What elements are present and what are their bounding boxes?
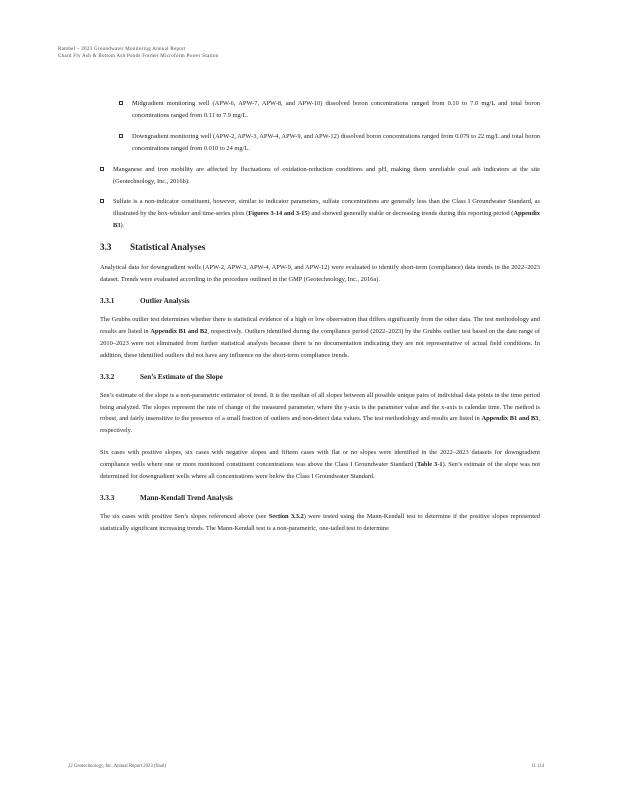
list-item-text-start: Sulfate is a non-indicator constituent, however, similar to indicator parameters, sulfate concentrations are generally less than the Class I Groundwater Standard, as illustrated by the box-whisker and time-series plots ( — [113, 198, 540, 218]
appendix-reference-link[interactable]: Appendix B1 and B3 — [481, 415, 539, 423]
square-bullet-icon — [119, 101, 123, 105]
section-title: Sen’s Estimate of the Slope — [140, 372, 223, 381]
list-item-text: Downgradient monitoring well (APW-2, APW-3, APW-4, APW-9, and APW-12) dissolved boron concentrations ranged from 0.079 to 22 mg/L and total boron concentrations ranged from 0.010 to 24 mg/L. — [132, 132, 540, 152]
list-item-text: Manganese and iron mobility are affected by fluctuations of oxidation-reduction conditions and pH, making them unreliable coal ash indicators at the site (Geotechnology, Inc., 2016b). — [113, 165, 540, 185]
square-bullet-icon — [100, 199, 104, 203]
paragraph — [100, 390, 540, 438]
footer-left-text: 22 Geotechnology, Inc. Annual Report 2023 (final) — [68, 764, 167, 769]
appendix-reference-link[interactable]: Appendix B3 — [113, 210, 540, 230]
list-item — [100, 196, 540, 232]
list-item — [119, 98, 540, 122]
paragraph — [100, 447, 540, 483]
list-item — [100, 164, 540, 188]
paragraph-text-end: ) were tested using the Mann-Kendall test to determine if the positive slopes represented statistically significant increasing trends. The Mann-Kendall test is a non-parametric, one-tailed test to determine — [100, 512, 541, 532]
appendix-reference-link[interactable]: Appendix B1 and B2 — [150, 327, 208, 335]
paragraph-text-end: ). Sen’s estimate of the slope was not determined for downgradient wells where all concentrations were below the Class I Groundwater Standard. — [100, 461, 541, 481]
paragraph — [100, 511, 540, 535]
paragraph-text-start: Sen’s estimate of the slope is a non-parametric estimator of trend. It is the median of all slopes between all possible unique pairs of individual data points in the time period being analyzed. The slopes represent the rate of change of the measured parameter, where the y-axis is the parameter value and the x-axis is calendar time. The method is robust, and fairly insensitive to the presence of a small fraction of outliers and non-detect data values. The test methodology and results are listed in — [100, 391, 540, 423]
paragraph: Analytical data for downgradient wells (APW-2, APW-3, APW-4, APW-9, and APW-12) were evaluated to identify short-term (compliance) data trends in the 2022–2023 dataset. Trends were evaluated according to the procedure outlined in the GMP (Geotechnology, Inc., 2016a). — [100, 264, 540, 284]
square-bullet-icon — [119, 134, 123, 138]
square-bullet-icon — [100, 167, 104, 171]
section-heading-3-3-3 — [100, 493, 540, 504]
page-footer — [68, 764, 544, 769]
paragraph-text-start: The six cases with positive Sen’s slopes referenced above (see — [100, 512, 269, 520]
list-item — [119, 131, 540, 155]
section-title: Mann-Kendall Trend Analysis — [140, 493, 233, 502]
table-reference-link[interactable]: Table 3-1 — [417, 461, 443, 469]
section-number: 3.3.1 — [100, 296, 115, 305]
list-item-text: Midgradient monitoring well (APW-6, APW-7, APW-8, and APW-10) dissolved boron concentrations ranged from 0.10 to 7.0 mg/L and total boron concentrations ranged from 0.11 to 7.9 mg/L. — [132, 100, 540, 119]
section-heading-3-3 — [100, 241, 540, 253]
paragraph-text-start: The Grubbs outlier test determines whether there is statistical evidence of a high or low observation that differs significantly from the other data. The test methodology and results are listed in — [100, 315, 540, 335]
section-heading-3-3-1 — [100, 296, 540, 307]
paragraph — [100, 314, 540, 362]
list-item-text-end: ). — [120, 222, 125, 230]
page-header — [58, 46, 558, 60]
section-number: 3.3 — [100, 242, 112, 253]
section-title: Outlier Analysis — [140, 296, 190, 305]
paragraph-text-end: , respectively. — [100, 415, 540, 435]
section-reference-link[interactable]: Section 3.3.2 — [268, 512, 304, 520]
paragraph-text-end: , respectively. Outliers identified during the compliance period (2022–2023) by the Grubbs outlier test based on the date range of 2010–2023 were not eliminated from further statistical analysis because there is no documentation indicating they are not representative of actual field conditions. In addition, these identified outliers did not have any influence on the short-term compliance trends. — [100, 327, 540, 359]
figure-reference-link[interactable]: Figures 3-14 and 3-15 — [248, 210, 308, 218]
section-title: Statistical Analyses — [130, 242, 206, 253]
list-item-text-middle: ) and showed generally stable or decreasing trends during this reporting period ( — [307, 210, 514, 218]
section-heading-3-3-2 — [100, 372, 540, 383]
section-number: 3.3.3 — [100, 493, 115, 502]
header-line-2: Chard Fly Ash & Bottom Ash Ponds Former Microform Power Station — [58, 54, 219, 59]
section-number: 3.3.2 — [100, 372, 115, 381]
sub-bullet-list — [119, 98, 540, 155]
document-body — [100, 98, 540, 545]
header-line-1: Rambel – 2023 Groundwater Monitoring Annual Report — [58, 47, 186, 52]
paragraph-text-start: Six cases with positive slopes, six cases with negative slopes and fifteen cases with flat or no slopes were identified in the 2022–2023 datasets for downgradient compliance wells where one or more monitored constituent concentrations was above the Class I Groundwater Standard ( — [100, 449, 540, 469]
page-number: 11 114 — [531, 764, 544, 769]
